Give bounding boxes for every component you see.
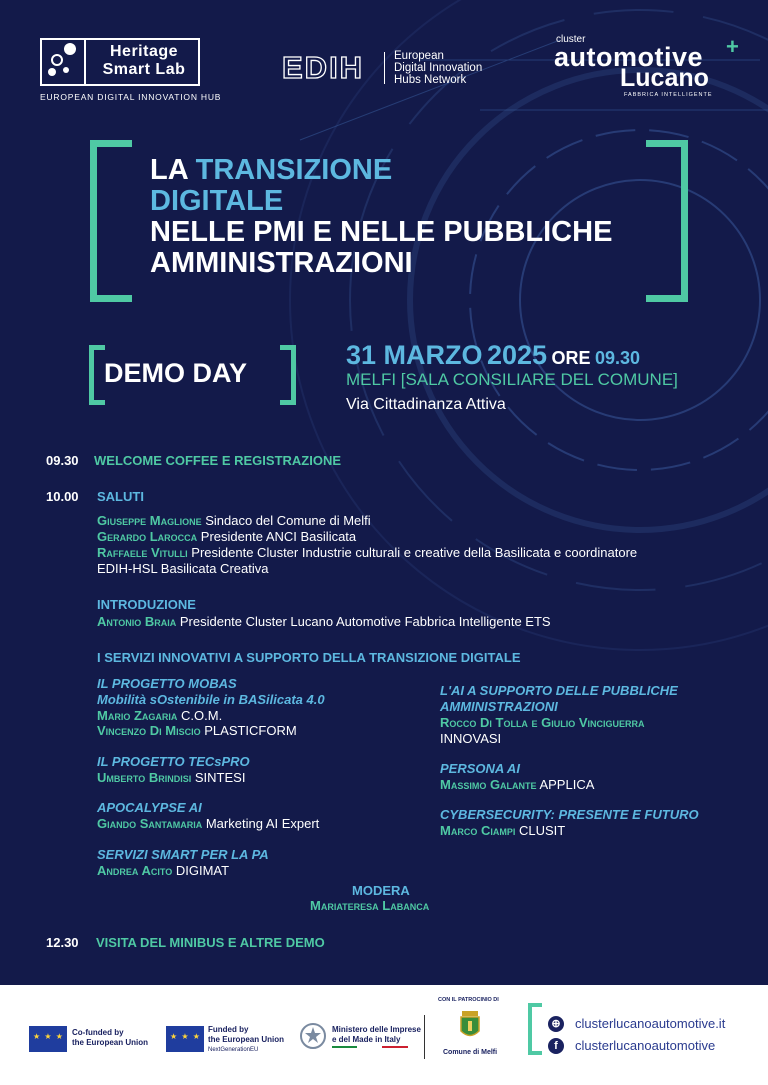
speaker-org: CLUSIT [518,823,566,838]
speaker-org: DIGIMAT [175,863,230,878]
hsl-logo-icon [40,38,86,86]
program-section: I SERVIZI INNOVATIVI A SUPPORTO DELLA TRANSIZIONE DIGITALE [97,650,521,665]
speaker-line [97,513,371,529]
speaker-role-cont: EDIH-HSL Basilicata Creativa [97,561,269,576]
title-highlight: TRANSIZIONE [195,154,393,186]
speaker-name: Gerardo Larocca [97,529,198,544]
speaker-line [440,777,594,793]
speaker-name: Antonio Braia [97,614,177,629]
italian-flag-stripe [332,1046,408,1048]
demo-day-label: DEMO DAY [104,358,248,388]
website-link[interactable]: clusterlucanoautomotive.it [575,1016,726,1031]
edih-line: European [394,50,444,62]
footer-separator [424,1015,425,1059]
speaker-line [97,529,356,545]
italian-republic-emblem-icon [300,1021,326,1051]
speaker-name: Mario Zagaria [97,708,178,723]
cluster-word: cluster [556,34,586,45]
speaker-org: INNOVASI [440,731,502,746]
speaker-line [97,545,637,561]
hsl-logo-text: Heritage Smart Lab [102,43,186,78]
speaker-org: Marketing AI Expert [205,816,320,831]
talk-title-cont: AMMINISTRAZIONI [440,699,558,714]
footer-logos [0,985,768,1085]
edih-line: Hubs Network [394,74,467,86]
program-section: SALUTI [97,489,144,504]
speaker-role: Presidente ANCI Basilicata [200,529,357,544]
talk-title: L'AI A SUPPORTO DELLE PUBBLICHE [440,683,678,698]
title-line: NELLE PMI E NELLE PUBBLICHE [150,216,613,248]
program-time: 12.30 [46,935,79,950]
speaker-line [97,863,229,879]
edih-separator [384,52,385,84]
automotive-word: automotive [554,42,704,72]
date-ore: ORE [551,348,591,368]
facebook-icon: f [548,1038,564,1054]
talk-title: IL PROGETTO TECsPRO [97,754,250,769]
eu-text-line: the European Union [72,1038,148,1047]
speaker-line [97,723,297,739]
event-location: MELFI [SALA CONSILIARE DEL COMUNE] [346,370,678,389]
facebook-link[interactable]: clusterlucanoautomotive [575,1038,716,1053]
talk-title: APOCALYPSE AI [97,800,202,815]
eu-cofunded-text [72,1028,148,1048]
edih-text [394,50,482,86]
event-title [150,155,670,279]
speaker-name: Giuseppe Maglione [97,513,202,528]
event-address: Via Cittadinanza Attiva [346,396,506,413]
demo-bracket-right [280,345,296,405]
title-word: LA [150,154,196,186]
speaker-role: Presidente Cluster Industrie culturali e creative della Basilicata e coordinatore [191,545,638,560]
talk-subtitle: Mobilità sOstenibile in BASilicata 4.0 [97,692,325,707]
moderator-name: Mariateresa Labanca [310,898,430,913]
speaker-role: Sindaco del Comune di Melfi [205,513,371,528]
eu-text-line: Co-funded by [72,1028,124,1037]
fabbrica-intelligente-word: FABBRICA INTELLIGENTE [624,92,713,98]
talk-title: IL PROGETTO MOBAS [97,676,237,691]
date-year: 2025 [486,340,548,370]
lucano-word: Lucano [620,64,709,92]
mimit-text [332,1025,421,1045]
eu-text-line: NextGenerationEU [208,1047,259,1053]
date-day: 31 MARZO [346,340,483,370]
speaker-line [97,708,222,724]
program-section: INTRODUZIONE [97,597,196,612]
speaker-name: Andrea Acito [97,863,173,878]
talk-title: PERSONA AI [440,761,520,776]
plus-icon: + [726,34,739,59]
date-time: 09.30 [594,348,641,368]
eu-funded-text [208,1025,284,1055]
footer-bracket [528,1003,542,1055]
speaker-line [97,816,319,832]
mimit-line: e del Made in Italy [332,1035,401,1044]
speaker-name: Marco Ciampi [440,823,516,838]
speaker-name: Giando Santamaria [97,816,203,831]
title-bracket-left [90,140,132,302]
comune-melfi-label: Comune di Melfi [443,1049,498,1056]
speaker-name: Raffaele Vitulli [97,545,188,560]
program-time: 09.30 [46,453,79,468]
program-item: VISITA DEL MINIBUS E ALTRE DEMO [96,935,325,950]
cluster-automotive-lucano-logo [554,34,744,102]
eu-text-line: Funded by [208,1025,249,1034]
talk-title: SERVIZI SMART PER LA PA [97,847,269,862]
edih-mark: EDIH [282,50,365,85]
speaker-name: Massimo Galante [440,777,537,792]
speaker-line [440,823,565,839]
globe-icon: ⊕ [548,1016,564,1032]
speaker-role: Presidente Cluster Lucano Automotive Fabbrica Intelligente ETS [179,614,551,629]
speaker-line [97,770,245,786]
edih-line: Digital Innovation [394,62,483,74]
demo-bracket-left [89,345,105,405]
mimit-line: Ministero delle Imprese [332,1025,421,1034]
eu-text-line: the European Union [208,1035,284,1044]
hsl-logo-subtitle: EUROPEAN DIGITAL INNOVATION HUB [40,92,222,102]
program-item: WELCOME COFFEE E REGISTRAZIONE [94,453,342,468]
patrocinio-label: CON IL PATROCINIO DI [438,997,499,1003]
speaker-name: Vincenzo Di Miscio [97,723,201,738]
moderator-label: MODERA [352,883,410,898]
speaker-org: PLASTICFORM [204,723,297,738]
event-date [346,340,640,371]
title-line: AMMINISTRAZIONI [150,247,413,279]
speaker-name: Rocco Di Tolla e Giulio Vinciguerra [440,715,645,730]
comune-melfi-crest-icon [459,1009,481,1041]
speaker-org: SINTESI [194,770,246,785]
title-highlight: DIGITALE [150,185,284,217]
program-time: 10.00 [46,489,79,504]
eu-flag-icon [166,1026,204,1052]
talk-title: CYBERSECURITY: PRESENTE E FUTURO [440,807,699,822]
speaker-line [97,614,551,630]
speaker-name: Umberto Brindisi [97,770,192,785]
speaker-org: APPLICA [539,777,595,792]
speaker-org: C.O.M. [181,708,223,723]
eu-flag-icon [29,1026,67,1052]
